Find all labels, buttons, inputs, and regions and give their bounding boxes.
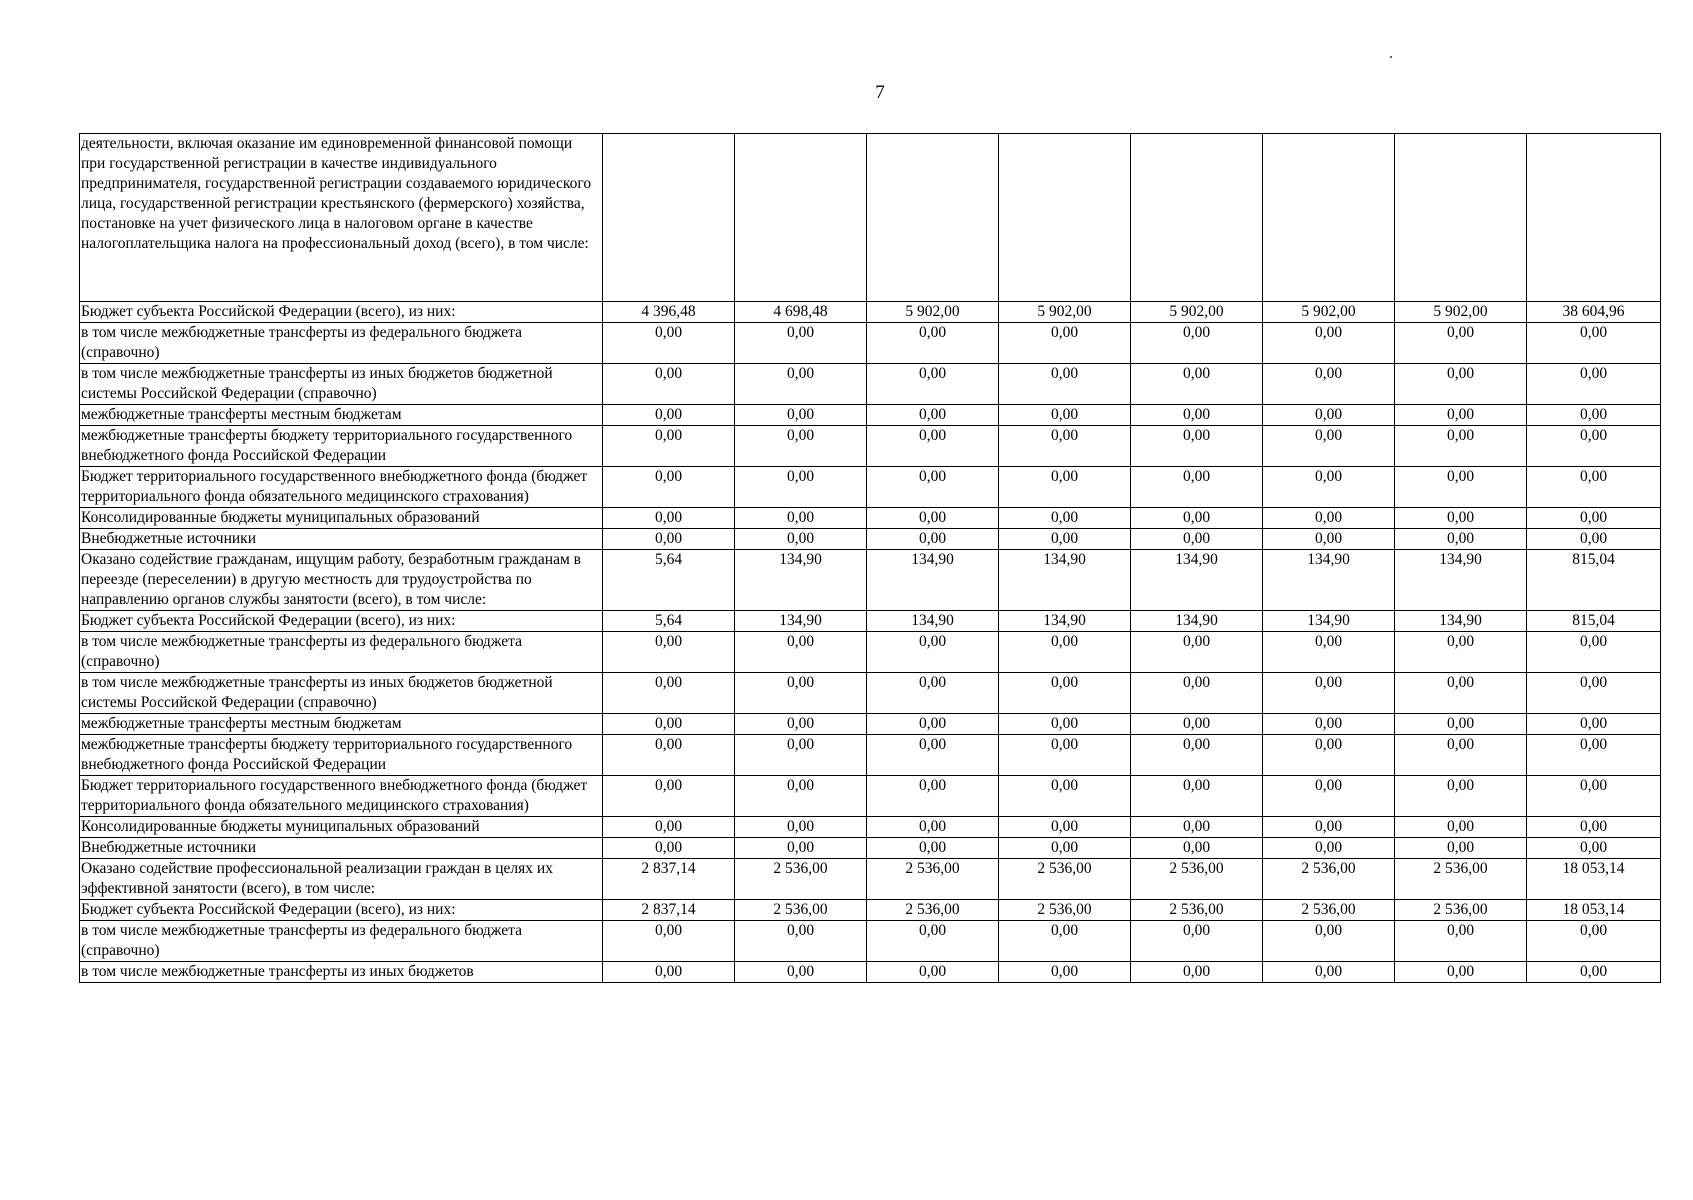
value-cell: 0,00 (735, 735, 867, 776)
value-cell: 0,00 (603, 735, 735, 776)
value-cell: 0,00 (999, 714, 1131, 735)
value-cell: 0,00 (1131, 962, 1263, 983)
table-row (80, 323, 1661, 364)
page-number: 7 (875, 82, 885, 103)
value-cell: 4 698,48 (735, 302, 867, 323)
value-cell: 0,00 (735, 426, 867, 467)
total-cell: 0,00 (1527, 364, 1661, 405)
value-cell: 0,00 (999, 735, 1131, 776)
total-cell: 0,00 (1527, 776, 1661, 817)
value-cell: 134,90 (1395, 611, 1527, 632)
value-cell: 0,00 (735, 962, 867, 983)
table-row (80, 302, 1661, 323)
total-cell: 0,00 (1527, 467, 1661, 508)
value-cell: 0,00 (867, 921, 999, 962)
table-row (80, 859, 1661, 900)
table-row (80, 405, 1661, 426)
value-cell: 4 396,48 (603, 302, 735, 323)
value-cell: 0,00 (1263, 735, 1395, 776)
value-cell: 0,00 (1395, 632, 1527, 673)
table-row (80, 611, 1661, 632)
value-cell: 0,00 (999, 962, 1131, 983)
value-cell: 0,00 (735, 714, 867, 735)
value-cell: 0,00 (999, 838, 1131, 859)
total-cell: 18 053,14 (1527, 900, 1661, 921)
value-cell: 2 536,00 (735, 859, 867, 900)
value-cell: 2 837,14 (603, 859, 735, 900)
value-cell: 0,00 (867, 735, 999, 776)
value-cell: 2 536,00 (1131, 900, 1263, 921)
value-cell: 134,90 (1263, 611, 1395, 632)
value-cell: 0,00 (1395, 508, 1527, 529)
value-cell: 5 902,00 (1131, 302, 1263, 323)
value-cell: 0,00 (603, 364, 735, 405)
value-cell: 0,00 (1395, 405, 1527, 426)
value-cell: 0,00 (1263, 817, 1395, 838)
value-cell: 0,00 (999, 405, 1131, 426)
value-cell: 0,00 (1395, 323, 1527, 364)
value-cell: 0,00 (735, 467, 867, 508)
value-cell: 0,00 (999, 776, 1131, 817)
value-cell: 0,00 (1131, 632, 1263, 673)
table-row (80, 550, 1661, 611)
value-cell: 0,00 (1131, 508, 1263, 529)
value-cell: 0,00 (1395, 838, 1527, 859)
total-cell: 0,00 (1527, 405, 1661, 426)
value-cell: 0,00 (999, 673, 1131, 714)
value-cell: 0,00 (603, 714, 735, 735)
value-cell (1131, 134, 1263, 302)
value-cell: 134,90 (1131, 611, 1263, 632)
value-cell: 134,90 (1395, 550, 1527, 611)
value-cell: 0,00 (603, 426, 735, 467)
value-cell: 0,00 (999, 364, 1131, 405)
value-cell: 2 536,00 (1395, 900, 1527, 921)
table-row (80, 817, 1661, 838)
value-cell: 0,00 (735, 921, 867, 962)
table-row (80, 838, 1661, 859)
value-cell: 5 902,00 (1263, 302, 1395, 323)
value-cell: 0,00 (1131, 817, 1263, 838)
value-cell: 134,90 (867, 611, 999, 632)
value-cell: 5 902,00 (867, 302, 999, 323)
value-cell: 0,00 (999, 921, 1131, 962)
total-cell: 0,00 (1527, 838, 1661, 859)
value-cell: 0,00 (1263, 962, 1395, 983)
value-cell: 134,90 (1131, 550, 1263, 611)
value-cell: 0,00 (867, 529, 999, 550)
value-cell: 0,00 (1131, 776, 1263, 817)
value-cell: 2 837,14 (603, 900, 735, 921)
total-cell: 815,04 (1527, 611, 1661, 632)
value-cell (867, 134, 999, 302)
value-cell: 2 536,00 (999, 900, 1131, 921)
total-cell (1527, 134, 1661, 302)
value-cell: 0,00 (867, 508, 999, 529)
value-cell: 0,00 (603, 838, 735, 859)
value-cell: 134,90 (999, 550, 1131, 611)
value-cell: 0,00 (603, 508, 735, 529)
row-label: межбюджетные трансферты бюджету территориального государственного внебюджетного фонда Российской Федерации (80, 735, 603, 776)
value-cell: 2 536,00 (1263, 859, 1395, 900)
row-label: Внебюджетные источники (80, 529, 603, 550)
value-cell: 0,00 (999, 426, 1131, 467)
value-cell: 0,00 (735, 323, 867, 364)
total-cell: 0,00 (1527, 673, 1661, 714)
value-cell: 0,00 (1395, 735, 1527, 776)
value-cell: 0,00 (603, 776, 735, 817)
total-cell: 0,00 (1527, 508, 1661, 529)
value-cell: 5 902,00 (999, 302, 1131, 323)
row-label: Консолидированные бюджеты муниципальных образований (80, 508, 603, 529)
value-cell: 0,00 (1395, 962, 1527, 983)
table-row (80, 962, 1661, 983)
value-cell: 0,00 (1263, 714, 1395, 735)
value-cell: 0,00 (867, 467, 999, 508)
value-cell: 0,00 (1131, 467, 1263, 508)
total-cell: 38 604,96 (1527, 302, 1661, 323)
value-cell: 0,00 (603, 405, 735, 426)
value-cell: 0,00 (1395, 467, 1527, 508)
value-cell: 0,00 (1131, 405, 1263, 426)
value-cell: 0,00 (1263, 921, 1395, 962)
value-cell: 0,00 (603, 467, 735, 508)
value-cell: 0,00 (603, 323, 735, 364)
total-cell: 0,00 (1527, 714, 1661, 735)
value-cell: 134,90 (735, 550, 867, 611)
row-label: Консолидированные бюджеты муниципальных образований (80, 817, 603, 838)
value-cell: 0,00 (1131, 529, 1263, 550)
value-cell: 2 536,00 (735, 900, 867, 921)
value-cell: 0,00 (1131, 323, 1263, 364)
value-cell: 5,64 (603, 550, 735, 611)
value-cell: 0,00 (1395, 817, 1527, 838)
row-label: в том числе межбюджетные трансферты из иных бюджетов (80, 962, 603, 983)
table-row (80, 529, 1661, 550)
value-cell: 2 536,00 (1395, 859, 1527, 900)
total-cell: 0,00 (1527, 921, 1661, 962)
row-label: межбюджетные трансферты местным бюджетам (80, 714, 603, 735)
value-cell: 0,00 (1263, 529, 1395, 550)
total-cell: 0,00 (1527, 323, 1661, 364)
table-row (80, 735, 1661, 776)
value-cell: 134,90 (735, 611, 867, 632)
table-row (80, 508, 1661, 529)
value-cell: 0,00 (735, 508, 867, 529)
value-cell: 2 536,00 (867, 900, 999, 921)
value-cell: 0,00 (999, 817, 1131, 838)
table-row (80, 921, 1661, 962)
value-cell: 0,00 (1263, 426, 1395, 467)
value-cell: 0,00 (1263, 838, 1395, 859)
table-row (80, 364, 1661, 405)
row-label: деятельности, включая оказание им единовременной финансовой помощи при государственной регистрации в качестве индивидуального предпринимателя, государственной регистрации создаваемого юридического лица, государственной регистрации крестьянского (фермерского) хозяйства, постановке на учет физического лица в налоговом органе в качестве налогоплательщика налога на профессиональный доход (всего), в том числе: (80, 134, 603, 302)
value-cell: 0,00 (603, 962, 735, 983)
value-cell: 0,00 (999, 529, 1131, 550)
value-cell: 134,90 (999, 611, 1131, 632)
value-cell: 0,00 (1395, 673, 1527, 714)
table-row (80, 673, 1661, 714)
value-cell: 0,00 (735, 673, 867, 714)
value-cell: 0,00 (603, 632, 735, 673)
budget-table-body (80, 134, 1661, 983)
table-row (80, 714, 1661, 735)
row-label: Бюджет субъекта Российской Федерации (всего), из них: (80, 611, 603, 632)
value-cell: 0,00 (603, 921, 735, 962)
value-cell (735, 134, 867, 302)
value-cell: 134,90 (1263, 550, 1395, 611)
total-cell: 0,00 (1527, 817, 1661, 838)
scan-speck (1390, 56, 1392, 58)
total-cell: 815,04 (1527, 550, 1661, 611)
value-cell: 0,00 (603, 673, 735, 714)
value-cell: 0,00 (735, 405, 867, 426)
value-cell: 0,00 (1395, 364, 1527, 405)
value-cell: 0,00 (603, 529, 735, 550)
value-cell: 0,00 (999, 632, 1131, 673)
value-cell: 0,00 (1263, 323, 1395, 364)
value-cell: 2 536,00 (999, 859, 1131, 900)
value-cell: 0,00 (1131, 364, 1263, 405)
value-cell: 134,90 (867, 550, 999, 611)
value-cell: 0,00 (735, 776, 867, 817)
value-cell: 0,00 (1395, 776, 1527, 817)
value-cell: 0,00 (1131, 735, 1263, 776)
value-cell: 0,00 (1131, 714, 1263, 735)
value-cell: 0,00 (867, 323, 999, 364)
value-cell: 0,00 (867, 817, 999, 838)
value-cell: 0,00 (603, 817, 735, 838)
total-cell: 0,00 (1527, 632, 1661, 673)
value-cell: 5,64 (603, 611, 735, 632)
total-cell: 0,00 (1527, 426, 1661, 467)
row-label: Внебюджетные источники (80, 838, 603, 859)
table-row (80, 467, 1661, 508)
value-cell (1263, 134, 1395, 302)
value-cell: 0,00 (1395, 426, 1527, 467)
row-label: межбюджетные трансферты местным бюджетам (80, 405, 603, 426)
value-cell: 0,00 (1131, 426, 1263, 467)
value-cell: 0,00 (867, 962, 999, 983)
value-cell: 0,00 (1131, 673, 1263, 714)
total-cell: 0,00 (1527, 529, 1661, 550)
value-cell: 0,00 (1263, 467, 1395, 508)
row-label: межбюджетные трансферты бюджету территориального государственного внебюджетного фонда Российской Федерации (80, 426, 603, 467)
row-label: в том числе межбюджетные трансферты из иных бюджетов бюджетной системы Российской Федерации (справочно) (80, 673, 603, 714)
table-row (80, 632, 1661, 673)
value-cell: 0,00 (1131, 838, 1263, 859)
value-cell: 0,00 (735, 529, 867, 550)
row-label: в том числе межбюджетные трансферты из федерального бюджета (справочно) (80, 323, 603, 364)
table-row (80, 134, 1661, 302)
value-cell (999, 134, 1131, 302)
total-cell: 0,00 (1527, 735, 1661, 776)
value-cell: 0,00 (1263, 673, 1395, 714)
value-cell: 0,00 (1263, 776, 1395, 817)
value-cell: 0,00 (1263, 405, 1395, 426)
value-cell: 0,00 (999, 508, 1131, 529)
table-row (80, 900, 1661, 921)
value-cell: 2 536,00 (867, 859, 999, 900)
value-cell: 0,00 (735, 632, 867, 673)
row-label: в том числе межбюджетные трансферты из иных бюджетов бюджетной системы Российской Федерации (справочно) (80, 364, 603, 405)
row-label: Бюджет субъекта Российской Федерации (всего), из них: (80, 900, 603, 921)
budget-table (79, 133, 1661, 983)
value-cell: 0,00 (1395, 921, 1527, 962)
value-cell: 2 536,00 (1131, 859, 1263, 900)
value-cell: 0,00 (999, 467, 1131, 508)
value-cell: 0,00 (867, 632, 999, 673)
value-cell: 5 902,00 (1395, 302, 1527, 323)
value-cell: 0,00 (999, 323, 1131, 364)
value-cell: 0,00 (1263, 632, 1395, 673)
row-label: в том числе межбюджетные трансферты из федерального бюджета (справочно) (80, 632, 603, 673)
total-cell: 18 053,14 (1527, 859, 1661, 900)
row-label: Бюджет территориального государственного внебюджетного фонда (бюджет территориального фонда обязательного медицинского страхования) (80, 467, 603, 508)
total-cell: 0,00 (1527, 962, 1661, 983)
value-cell (1395, 134, 1527, 302)
value-cell (603, 134, 735, 302)
value-cell: 0,00 (1263, 364, 1395, 405)
row-label: Бюджет субъекта Российской Федерации (всего), из них: (80, 302, 603, 323)
value-cell: 0,00 (1131, 921, 1263, 962)
value-cell: 0,00 (735, 817, 867, 838)
value-cell: 0,00 (1263, 508, 1395, 529)
row-label: в том числе межбюджетные трансферты из федерального бюджета (справочно) (80, 921, 603, 962)
value-cell: 2 536,00 (1263, 900, 1395, 921)
value-cell: 0,00 (867, 364, 999, 405)
row-label: Оказано содействие гражданам, ищущим работу, безработным гражданам в переезде (переселении) в другую местность для трудоустройства по направлению органов службы занятости (всего), в том числе: (80, 550, 603, 611)
value-cell: 0,00 (867, 426, 999, 467)
row-label: Бюджет территориального государственного внебюджетного фонда (бюджет территориального фонда обязательного медицинского страхования) (80, 776, 603, 817)
value-cell: 0,00 (735, 838, 867, 859)
value-cell: 0,00 (867, 776, 999, 817)
value-cell: 0,00 (867, 714, 999, 735)
value-cell: 0,00 (1395, 529, 1527, 550)
table-row (80, 776, 1661, 817)
value-cell: 0,00 (867, 838, 999, 859)
value-cell: 0,00 (867, 673, 999, 714)
value-cell: 0,00 (867, 405, 999, 426)
row-label: Оказано содействие профессиональной реализации граждан в целях их эффективной занятости (всего), в том числе: (80, 859, 603, 900)
value-cell: 0,00 (735, 364, 867, 405)
value-cell: 0,00 (1395, 714, 1527, 735)
table-row (80, 426, 1661, 467)
